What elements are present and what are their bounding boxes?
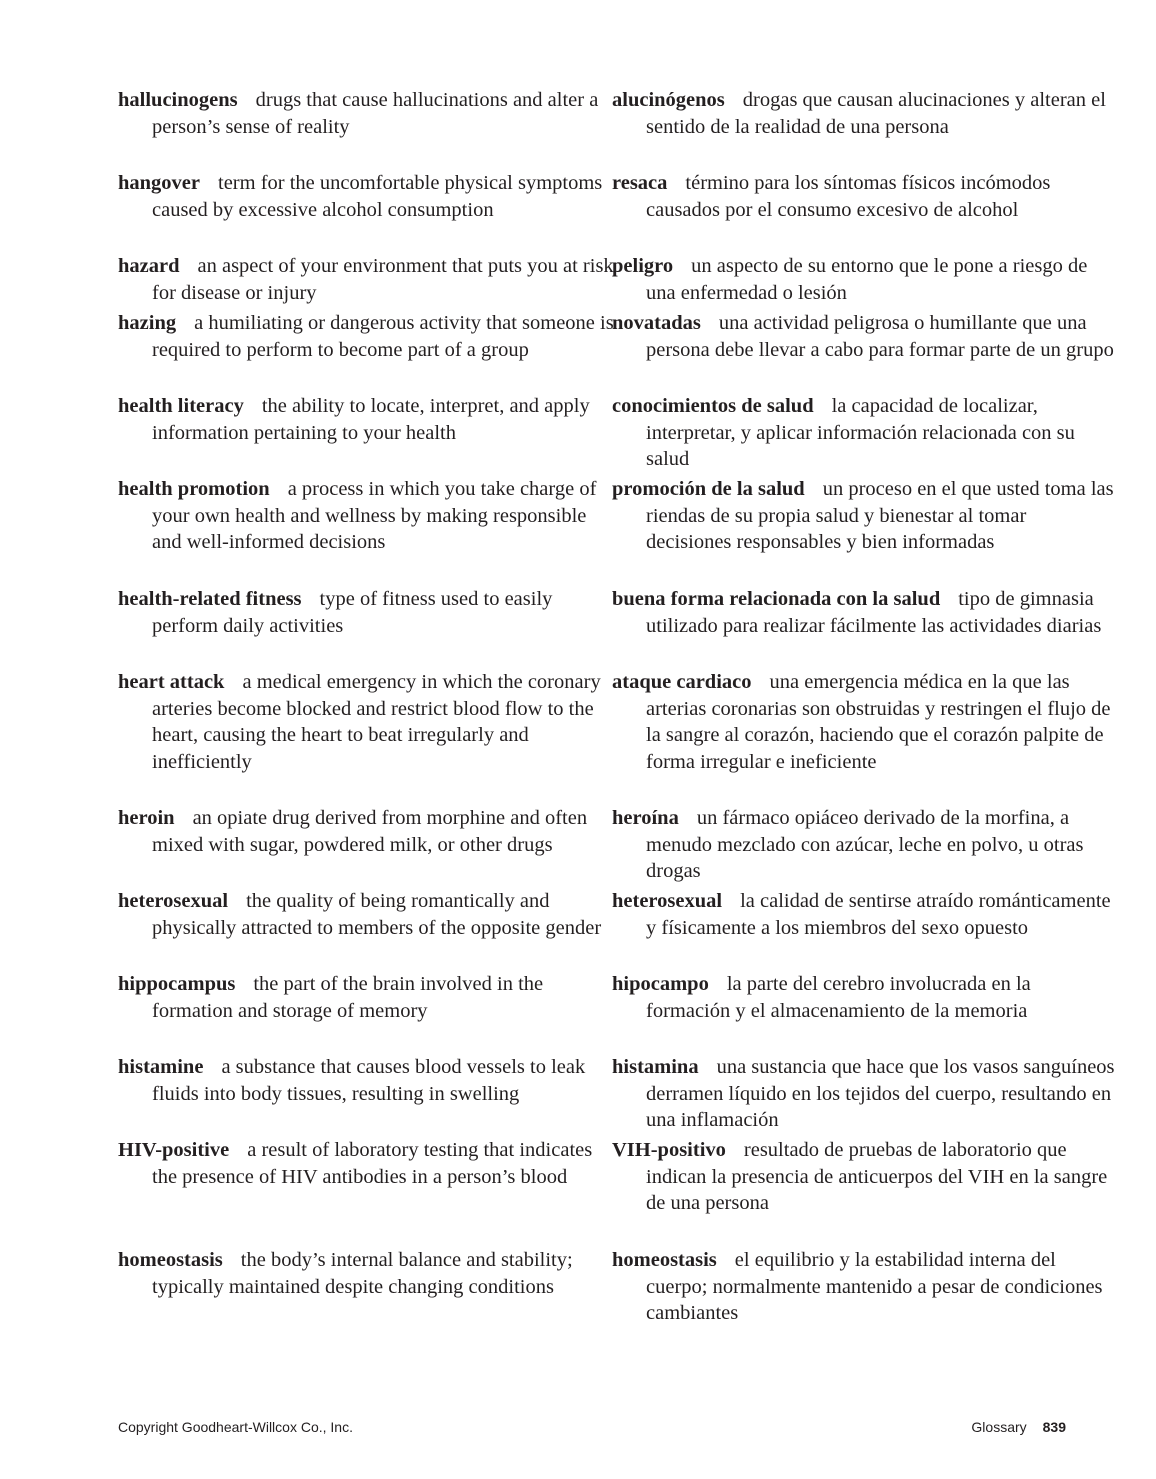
spanish-entry (612, 87, 1116, 140)
definition: the part of the brain involved in the formation and storage of memory (152, 973, 544, 1022)
spanish-entry (612, 1054, 1116, 1134)
spanish-entry (612, 393, 1116, 473)
definition: a humiliating or dangerous activity that someone is required to perform to become part of a group (152, 312, 614, 361)
page-footer (971, 1419, 1066, 1435)
term: heterosexual (612, 890, 723, 912)
term: VIH-positivo (612, 1139, 726, 1161)
english-entry (118, 393, 620, 446)
term: HIV-positive (118, 1139, 230, 1161)
english-entry (118, 253, 620, 306)
section-label: Glossary (971, 1419, 1027, 1435)
copyright-notice: Copyright Goodheart-Willcox Co., Inc. (118, 1419, 353, 1435)
english-entry (118, 971, 620, 1024)
definition: término para los síntomas físicos incómodos causados por el consumo excesivo de alcohol (646, 172, 1051, 221)
definition: resultado de pruebas de laboratorio que indican la presencia de anticuerpos del VIH en la sangre de una persona (646, 1139, 1108, 1215)
definition: una actividad peligrosa o humillante que una persona debe llevar a cabo para formar parte de un grupo (646, 312, 1114, 361)
english-entry (118, 1247, 620, 1300)
term: hazing (118, 312, 177, 334)
english-entry (118, 170, 620, 223)
term: alucinógenos (612, 89, 725, 111)
english-entry (118, 805, 620, 858)
definition: the quality of being romantically and physically attracted to members of the opposite gender (152, 890, 602, 939)
definition: un fármaco opiáceo derivado de la morfina, a menudo mezclado con azúcar, leche en polvo, u otras drogas (646, 807, 1084, 883)
term: histamine (118, 1056, 204, 1078)
term: ataque cardiaco (612, 671, 752, 693)
term: histamina (612, 1056, 699, 1078)
term: conocimientos de salud (612, 395, 814, 417)
term: health promotion (118, 478, 270, 500)
term: health literacy (118, 395, 244, 417)
term: heterosexual (118, 890, 229, 912)
definition: a process in which you take charge of your own health and wellness by making responsible and well-informed decisions (152, 478, 597, 554)
term: heart attack (118, 671, 225, 693)
page-number: 839 (1042, 1419, 1066, 1435)
spanish-entry (612, 805, 1116, 885)
definition: la parte del cerebro involucrada en la formación y el almacenamiento de la memoria (646, 973, 1031, 1022)
term: hazard (118, 255, 180, 277)
definition: a substance that causes blood vessels to leak fluids into body tissues, resulting in swelling (152, 1056, 586, 1105)
spanish-entry (612, 476, 1116, 556)
term: hallucinogens (118, 89, 238, 111)
definition: the ability to locate, interpret, and apply information pertaining to your health (152, 395, 590, 444)
english-entry (118, 888, 620, 941)
english-entry (118, 1054, 620, 1107)
term: peligro (612, 255, 674, 277)
definition: an aspect of your environment that puts you at risk for disease or injury (152, 255, 614, 304)
definition: la capacidad de localizar, interpretar, y aplicar información relacionada con su salud (646, 395, 1075, 471)
spanish-entry (612, 971, 1116, 1024)
spanish-entry (612, 888, 1116, 941)
definition: drugs that cause hallucinations and alter a person’s sense of reality (152, 89, 599, 138)
definition: term for the uncomfortable physical symptoms caused by excessive alcohol consumption (152, 172, 603, 221)
term: promoción de la salud (612, 478, 805, 500)
spanish-entry (612, 1247, 1116, 1327)
term: homeostasis (118, 1249, 223, 1271)
definition: el equilibrio y la estabilidad interna del cuerpo; normalmente mantenido a pesar de condiciones cambiantes (646, 1249, 1103, 1325)
spanish-entry (612, 170, 1116, 223)
term: resaca (612, 172, 668, 194)
spanish-entry (612, 1137, 1116, 1217)
english-entry (118, 1137, 620, 1190)
term: novatadas (612, 312, 701, 334)
term: heroína (612, 807, 679, 829)
spanish-entry (612, 669, 1116, 775)
term: health-related fitness (118, 588, 302, 610)
english-entry (118, 669, 620, 775)
definition: type of fitness used to easily perform daily activities (152, 588, 553, 637)
spanish-entry (612, 586, 1116, 639)
definition: an opiate drug derived from morphine and often mixed with sugar, powdered milk, or other drugs (152, 807, 588, 856)
definition: the body’s internal balance and stability; typically maintained despite changing conditions (152, 1249, 573, 1298)
spanish-entry (612, 253, 1116, 306)
term: hipocampo (612, 973, 709, 995)
definition: una emergencia médica en la que las arterias coronarias son obstruidas y restringen el flujo de la sangre al corazón, haciendo que el corazón palpite de forma irregular e ineficiente (646, 671, 1111, 773)
term: homeostasis (612, 1249, 717, 1271)
definition: la calidad de sentirse atraído románticamente y físicamente a los miembros del sexo opuesto (646, 890, 1111, 939)
english-entry (118, 476, 620, 556)
term: hangover (118, 172, 200, 194)
definition: un aspecto de su entorno que le pone a riesgo de una enfermedad o lesión (646, 255, 1088, 304)
spanish-entry (612, 310, 1116, 363)
term: heroin (118, 807, 175, 829)
definition: drogas que causan alucinaciones y alteran el sentido de la realidad de una persona (646, 89, 1106, 138)
definition: un proceso en el que usted toma las riendas de su propia salud y bienestar al tomar decisiones responsables y bien informadas (646, 478, 1114, 554)
term: hippocampus (118, 973, 236, 995)
definition: tipo de gimnasia utilizado para realizar fácilmente las actividades diarias (646, 588, 1102, 637)
english-entry (118, 586, 620, 639)
definition: a result of laboratory testing that indicates the presence of HIV antibodies in a person’s blood (152, 1139, 593, 1188)
english-entry (118, 87, 620, 140)
term: buena forma relacionada con la salud (612, 588, 941, 610)
definition: una sustancia que hace que los vasos sanguíneos derramen líquido en los tejidos del cuerpo, resultando en una inflamación (646, 1056, 1115, 1132)
english-entry (118, 310, 620, 363)
definition: a medical emergency in which the coronary arteries become blocked and restrict blood flow to the heart, causing the heart to beat irregularly and inefficiently (152, 671, 601, 773)
